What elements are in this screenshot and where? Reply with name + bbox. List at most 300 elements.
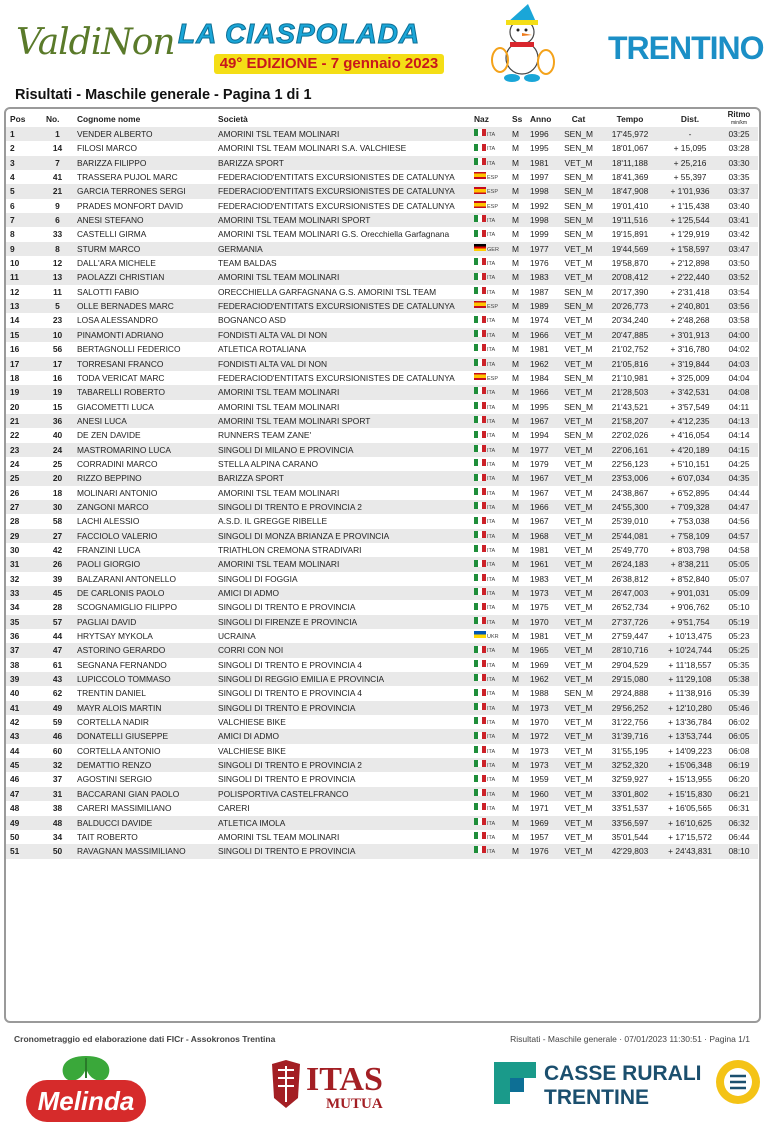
row-pos: 28 [10, 516, 20, 527]
row-pos: 22 [10, 430, 20, 441]
row-number: 20 [52, 473, 63, 484]
row-nation [470, 672, 508, 686]
row-nation [470, 701, 508, 715]
flag-icon [474, 359, 486, 366]
row-number: 25 [52, 458, 63, 469]
row-gap: + 3'25,009 [670, 372, 710, 383]
row-pace: 04:57 [728, 530, 750, 541]
nation-code: ITA [487, 547, 496, 554]
nation-code: ITA [487, 318, 496, 325]
row-name: DE ZEN DAVIDE [77, 430, 141, 441]
row-number: 31 [52, 788, 63, 799]
row-year: 1962 [530, 674, 549, 685]
row-nation [470, 758, 508, 772]
row-time: 21'05,816 [611, 358, 649, 369]
row-sex: M [512, 774, 519, 785]
row-name: HRYTSAY MYKOLA [77, 631, 153, 642]
row-category: VET_M [564, 588, 593, 598]
row-pos: 23 [10, 444, 20, 455]
row-pos: 37 [10, 645, 20, 656]
row-pos: 45 [10, 760, 20, 771]
row-pos: 5 [10, 186, 15, 197]
row-category: VET_M [564, 473, 593, 484]
row-club: CORRI CON NOI [218, 645, 284, 656]
edition-banner: 49° EDIZIONE - 7 gennaio 2023 [214, 54, 444, 74]
row-year: 1981 [530, 344, 549, 355]
row-pos: 32 [10, 573, 20, 584]
row-name: PRADES MONFORT DAVID [77, 200, 184, 211]
row-number: 16 [52, 372, 63, 383]
row-sex: M [512, 315, 519, 326]
footer-timing-credit: Cronometraggio ed elaborazione dati FICr - Assokronos Trentina [14, 1034, 276, 1044]
nation-code: ITA [487, 261, 496, 268]
row-pace: 03:28 [728, 143, 750, 154]
row-name: ZANGONI MARCO [77, 501, 149, 512]
row-pos: 48 [10, 803, 20, 814]
row-year: 1965 [530, 645, 549, 656]
row-time: 19'58,870 [611, 258, 649, 269]
flag-icon [474, 646, 486, 653]
row-number: 49 [52, 702, 63, 713]
nation-code: ITA [487, 146, 496, 153]
table-row [6, 729, 758, 743]
row-club: TRIATHLON CREMONA STRADIVARI [218, 544, 362, 555]
row-number: 32 [52, 760, 63, 771]
row-time: 20'17,390 [611, 286, 649, 297]
row-club: SINGOLI DI TRENTO E PROVINCIA 4 [218, 688, 362, 699]
col-gap: Dist. [680, 114, 700, 124]
row-pos: 2 [10, 143, 15, 154]
flag-icon [474, 517, 486, 524]
row-sex: M [512, 286, 519, 297]
flag-icon [474, 301, 486, 308]
row-sex: M [512, 602, 519, 613]
row-gap: + 13'53,744 [668, 731, 712, 742]
row-number: 39 [52, 573, 63, 584]
table-row [6, 543, 758, 557]
row-sex: M [512, 717, 519, 728]
row-sex: M [512, 831, 519, 842]
row-pos: 41 [10, 702, 20, 713]
row-nation [470, 514, 508, 528]
row-year: 1992 [530, 200, 549, 211]
row-nation [470, 342, 508, 356]
row-sex: M [512, 487, 519, 498]
nation-code: ITA [487, 619, 496, 626]
row-category: SEN_M [564, 186, 593, 197]
row-time: 21'28,503 [611, 387, 649, 398]
row-pos: 30 [10, 544, 20, 555]
mutua-text: MUTUA [326, 1096, 383, 1112]
col-time: Tempo [616, 114, 644, 124]
row-pace: 03:30 [728, 157, 750, 168]
row-nation [470, 328, 508, 342]
table-row [6, 701, 758, 715]
row-pace: 03:52 [728, 272, 750, 283]
row-number: 60 [52, 745, 63, 756]
row-year: 1976 [530, 846, 549, 857]
row-number: 1 [55, 129, 60, 139]
row-sex: M [512, 631, 519, 642]
nation-code: ITA [487, 591, 496, 597]
row-name: BARIZZA FILIPPO [77, 157, 147, 168]
row-year: 1967 [530, 473, 549, 484]
row-pace: 04:25 [728, 458, 750, 469]
row-gap: + 7'09,328 [670, 501, 710, 512]
col-year: Anno [530, 114, 552, 124]
row-club: AMORINI TSL TEAM MOLINARI [218, 272, 340, 283]
row-year: 1967 [530, 516, 549, 527]
row-year: 1981 [530, 631, 549, 642]
row-time: 26'24,183 [611, 559, 649, 570]
row-category: SEN_M [564, 430, 593, 441]
row-nation [470, 457, 508, 471]
row-club: SINGOLI DI TRENTO E PROVINCIA [218, 602, 356, 613]
row-year: 1981 [530, 157, 549, 168]
table-row [6, 830, 758, 844]
row-pace: 06:31 [728, 803, 750, 814]
table-row [6, 328, 758, 342]
row-name: CORTELLA ANTONIO [77, 745, 161, 756]
row-club: STELLA ALPINA CARANO [218, 458, 319, 469]
row-name: MASTROMARINO LUCA [77, 444, 171, 455]
row-number: 15 [52, 401, 63, 412]
row-year: 1999 [530, 229, 549, 240]
table-row [6, 486, 758, 500]
flag-icon [474, 158, 486, 165]
row-sex: M [512, 143, 519, 154]
row-number: 24 [52, 444, 63, 455]
table-row [6, 313, 758, 327]
row-sex: M [512, 745, 519, 756]
row-nation [470, 471, 508, 485]
page-title: Risultati - Maschile generale - Pagina 1 di 1 [15, 87, 312, 103]
row-time: 31'22,756 [611, 717, 649, 728]
itas-mutua-logo [268, 1058, 408, 1114]
row-number: 56 [52, 344, 63, 355]
row-nation [470, 830, 508, 844]
row-name: RIZZO BEPPINO [77, 473, 142, 484]
row-name: STURM MARCO [77, 243, 141, 254]
nation-code: ITA [487, 677, 496, 684]
row-name: TODA VERICAT MARC [77, 372, 165, 383]
row-category: VET_M [564, 831, 593, 842]
row-gap: + 8'03,798 [670, 544, 710, 555]
row-pos: 25 [10, 473, 20, 484]
table-row [6, 816, 758, 830]
row-pos: 47 [10, 788, 20, 799]
row-pos: 18 [10, 372, 20, 383]
row-club: AMICI DI ADMO [218, 588, 279, 598]
row-club: SINGOLI DI TRENTO E PROVINCIA 2 [218, 760, 362, 771]
row-gap: + 14'09,223 [668, 745, 712, 756]
row-name: PAOLI GIORGIO [77, 559, 141, 570]
row-year: 1976 [530, 258, 549, 269]
nation-code: ITA [487, 662, 496, 669]
row-club: RUNNERS TEAM ZANE' [218, 430, 312, 441]
row-year: 1973 [530, 588, 549, 598]
row-nation [470, 256, 508, 270]
row-pace: 04:00 [728, 329, 750, 340]
row-gap: + 4'16,054 [670, 430, 710, 441]
row-pos: 17 [10, 358, 20, 369]
row-time: 25'44,081 [611, 530, 649, 541]
row-time: 20'08,412 [611, 272, 649, 283]
table-row [6, 600, 758, 614]
flag-icon [474, 144, 486, 151]
row-sex: M [512, 157, 519, 168]
table-row [6, 801, 758, 815]
row-club: POLISPORTIVA CASTELFRANCO [218, 788, 349, 799]
row-number: 40 [52, 430, 63, 441]
row-nation [470, 357, 508, 371]
row-sex: M [512, 674, 519, 685]
flag-icon [474, 588, 486, 595]
row-pos: 19 [10, 387, 20, 398]
table-row [6, 299, 758, 313]
row-club: FEDERACIOD'ENTITATS EXCURSIONISTES DE CATALUNYA [218, 301, 455, 312]
row-nation [470, 156, 508, 170]
row-club: AMORINI TSL TEAM MOLINARI [218, 387, 340, 398]
row-gap: + 15'06,348 [668, 760, 712, 771]
row-sex: M [512, 760, 519, 771]
row-year: 1969 [530, 659, 549, 670]
row-category: SEN_M [564, 143, 593, 154]
row-nation [470, 213, 508, 227]
row-sex: M [512, 344, 519, 355]
row-category: VET_M [564, 157, 593, 168]
row-gap: + 9'01,031 [670, 588, 710, 598]
table-row [6, 184, 758, 198]
row-sex: M [512, 788, 519, 799]
row-pace: 03:54 [728, 286, 750, 297]
nation-code: ITA [487, 576, 496, 583]
row-club: AMORINI TSL TEAM MOLINARI G.S. Orecchiella Garfagnana [218, 229, 450, 240]
row-club: SINGOLI DI FOGGIA [218, 573, 298, 584]
row-gap: + 12'10,280 [668, 702, 712, 713]
row-name: SEGNANA FERNANDO [77, 659, 167, 670]
row-year: 1969 [530, 817, 549, 828]
flag-icon [474, 617, 486, 624]
row-pace: 04:35 [728, 473, 750, 484]
row-year: 1987 [530, 286, 549, 297]
row-category: SEN_M [564, 688, 593, 699]
nation-code: ITA [487, 132, 496, 138]
row-pos: 34 [10, 602, 20, 613]
nation-code: ITA [487, 648, 496, 655]
row-pace: 06:44 [728, 831, 750, 842]
row-pos: 7 [10, 215, 15, 226]
nation-code: ESP [487, 189, 499, 196]
flag-icon [474, 230, 486, 237]
row-sex: M [512, 401, 519, 412]
flag-icon [474, 344, 486, 351]
row-year: 1966 [530, 387, 549, 398]
row-sex: M [512, 430, 519, 441]
valdinon-logo: ValdiNon [16, 22, 175, 63]
nation-code: ITA [487, 447, 496, 454]
row-pos: 36 [10, 631, 20, 642]
row-gap: + 15'13,955 [668, 774, 712, 785]
row-year: 1989 [530, 301, 549, 312]
row-pos: 31 [10, 559, 20, 570]
table-row [6, 227, 758, 241]
row-name: CORTELLA NADIR [77, 717, 149, 728]
row-name: BACCARANI GIAN PAOLO [77, 788, 180, 799]
row-number: 19 [52, 387, 63, 398]
row-gap: + 2'12,898 [670, 258, 710, 269]
row-year: 1977 [530, 444, 549, 455]
row-sex: M [512, 846, 519, 857]
col-pos: Pos [10, 114, 26, 124]
row-nation [470, 371, 508, 385]
table-row [6, 242, 758, 256]
row-year: 1966 [530, 329, 549, 340]
row-category: VET_M [564, 258, 593, 269]
table-row [6, 615, 758, 629]
nation-code: ITA [487, 347, 496, 354]
flag-icon [474, 631, 486, 638]
row-nation [470, 729, 508, 743]
row-pace: 06:08 [728, 745, 750, 756]
flag-icon [474, 402, 486, 409]
row-gap: + 2'22,440 [670, 272, 710, 283]
row-time: 22'06,161 [611, 444, 649, 455]
row-time: 24'38,867 [611, 487, 649, 498]
flag-icon [474, 330, 486, 337]
row-time: 24'55,300 [611, 501, 649, 512]
nation-code: ITA [487, 160, 496, 167]
row-time: 26'38,812 [611, 573, 649, 584]
row-category: VET_M [564, 631, 593, 642]
nation-code: ITA [487, 705, 496, 712]
row-nation [470, 400, 508, 414]
flag-icon [474, 445, 486, 452]
nation-code: UKR [487, 634, 499, 641]
row-time: 21'43,521 [611, 401, 649, 412]
row-pace: 04:15 [728, 444, 750, 455]
row-time: 25'49,770 [611, 544, 649, 555]
row-pace: 03:58 [728, 315, 750, 326]
row-pos: 49 [10, 817, 20, 828]
row-name: DE CARLONIS PAOLO [77, 588, 165, 598]
row-number: 61 [52, 659, 63, 670]
table-row [6, 127, 758, 141]
flag-icon [474, 244, 486, 251]
row-category: SEN_M [564, 301, 593, 312]
row-category: VET_M [564, 731, 593, 742]
row-pace: 05:07 [728, 573, 750, 584]
row-sex: M [512, 243, 519, 254]
results-table [6, 111, 758, 859]
row-category: VET_M [564, 501, 593, 512]
row-category: VET_M [564, 358, 593, 369]
row-pace: 08:10 [728, 846, 750, 857]
row-sex: M [512, 516, 519, 527]
row-nation [470, 557, 508, 571]
row-gap: + 3'57,549 [670, 401, 710, 412]
row-number: 62 [52, 688, 63, 699]
nation-code: ITA [487, 791, 496, 798]
row-name: SCOGNAMIGLIO FILIPPO [77, 602, 178, 613]
row-sex: M [512, 573, 519, 584]
row-category: VET_M [564, 774, 593, 785]
row-club: BARIZZA SPORT [218, 473, 284, 484]
nation-code: ITA [487, 763, 496, 770]
row-number: 48 [52, 817, 63, 828]
row-year: 1967 [530, 487, 549, 498]
row-number: 26 [52, 559, 63, 570]
row-nation [470, 299, 508, 313]
row-sex: M [512, 329, 519, 340]
row-club: SINGOLI DI REGGIO EMILIA E PROVINCIA [218, 674, 385, 685]
table-row [6, 342, 758, 356]
row-name: OLLE BERNADES MARC [77, 301, 174, 312]
trentino-logo: TRENTINO [608, 30, 764, 66]
row-time: 21'58,207 [611, 415, 649, 426]
row-club: SINGOLI DI TRENTO E PROVINCIA [218, 702, 356, 713]
row-pace: 06:21 [728, 788, 750, 799]
flag-icon [474, 215, 486, 222]
row-time: 25'39,010 [611, 516, 649, 527]
flag-icon [474, 459, 486, 466]
row-gap: + 7'53,038 [670, 516, 710, 527]
row-pace: 04:04 [728, 372, 750, 383]
table-row [6, 400, 758, 414]
row-club: AMORINI TSL TEAM MOLINARI SPORT [218, 215, 371, 226]
row-sex: M [512, 301, 519, 312]
row-number: 27 [52, 530, 63, 541]
flag-icon [474, 129, 486, 136]
row-category: VET_M [564, 645, 593, 656]
row-nation [470, 572, 508, 586]
flag-icon [474, 846, 486, 853]
row-pace: 03:42 [728, 229, 750, 240]
table-row [6, 385, 758, 399]
row-club: FEDERACIOD'ENTITATS EXCURSIONISTES DE CATALUNYA [218, 200, 455, 211]
col-pace: Ritmo min/km [727, 110, 751, 126]
row-club: SINGOLI DI MILANO E PROVINCIA [218, 444, 354, 455]
row-nation [470, 658, 508, 672]
row-pos: 9 [10, 243, 15, 254]
table-row [6, 557, 758, 571]
row-nation [470, 643, 508, 657]
flag-icon [474, 488, 486, 495]
flag-icon [474, 818, 486, 825]
table-row [6, 213, 758, 227]
row-pace: 05:25 [728, 645, 750, 656]
trentine-text: TRENTINE [544, 1086, 649, 1108]
flag-icon [474, 832, 486, 839]
row-club: BARIZZA SPORT [218, 157, 284, 168]
row-nation [470, 629, 508, 643]
row-nation [470, 772, 508, 786]
row-club: AMORINI TSL TEAM MOLINARI S.A. VALCHIESE [218, 143, 407, 154]
row-year: 1997 [530, 172, 549, 183]
row-gap: + 9'51,754 [670, 616, 710, 627]
col-pace-unit: min/km [730, 120, 748, 126]
row-sex: M [512, 129, 519, 139]
table-row [6, 629, 758, 643]
row-number: 7 [55, 157, 60, 168]
row-time: 22'02,026 [611, 430, 649, 441]
row-time: 42'29,803 [611, 846, 649, 857]
row-gap: + 8'38,211 [670, 559, 710, 570]
row-year: 1970 [530, 717, 549, 728]
row-time: 29'56,252 [611, 702, 649, 713]
row-pos: 14 [10, 315, 20, 326]
row-name: CASTELLI GIRMA [77, 229, 147, 240]
